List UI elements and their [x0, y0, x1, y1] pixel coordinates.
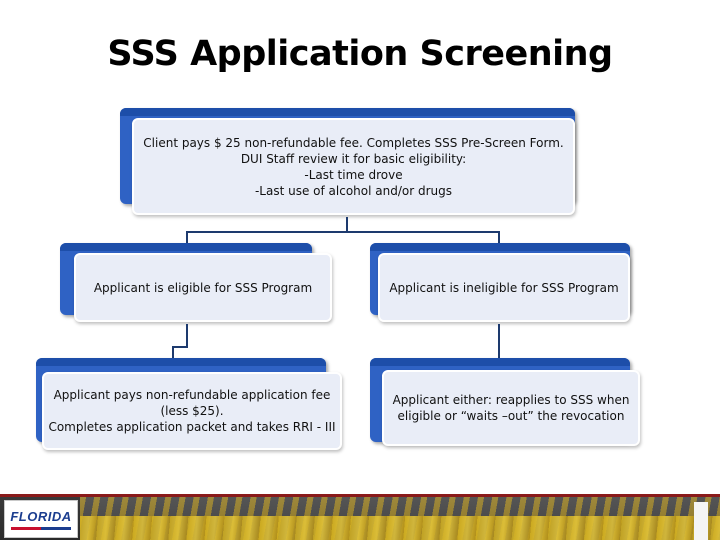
eligible-next-line-2: (less $25).	[160, 404, 224, 418]
ineligible-next-line-2: eligible or “waits –out” the revocation	[397, 409, 625, 423]
node-eligible	[60, 243, 332, 325]
connector-eligible-stem-1	[186, 324, 188, 348]
eligible-next-line-3: Completes application packet and takes RRI - III	[48, 420, 336, 434]
connector-top-stem	[346, 217, 348, 232]
eligible-line-1: Applicant is eligible for SSS Program	[93, 280, 313, 295]
node-screening	[120, 108, 580, 218]
ineligible-next-line-1: Applicant either: reapplies to SSS when	[392, 393, 630, 407]
screening-line-3: -Last time drove	[304, 167, 403, 182]
screening-line-4: -Last use of alcohol and/or drugs	[254, 183, 453, 198]
node-ineligible	[370, 243, 632, 325]
screening-line-2: DUI Staff review it for basic eligibility:	[240, 151, 467, 166]
florida-logo	[4, 500, 78, 538]
eligible-next-line-1: Applicant pays non-refundable application fee	[53, 388, 331, 402]
ineligible-line-1: Applicant is ineligible for SSS Program	[389, 280, 619, 295]
connector-horizontal	[186, 231, 500, 233]
node-ineligible-next	[370, 358, 644, 452]
white-marker	[694, 502, 708, 540]
connector-ineligible-stem	[498, 324, 500, 360]
node-eligible-next	[36, 358, 344, 452]
footer-road-banner	[0, 494, 720, 540]
road-stripe	[80, 516, 720, 540]
screening-line-1: Client pays $ 25 non-refundable fee. Completes SSS Pre-Screen Form.	[143, 135, 564, 150]
logo-text: FLORIDA	[10, 508, 72, 524]
slide-title: SSS Application Screening	[107, 34, 613, 74]
logo-underline	[11, 527, 71, 530]
connector-eligible-jog	[172, 346, 188, 348]
